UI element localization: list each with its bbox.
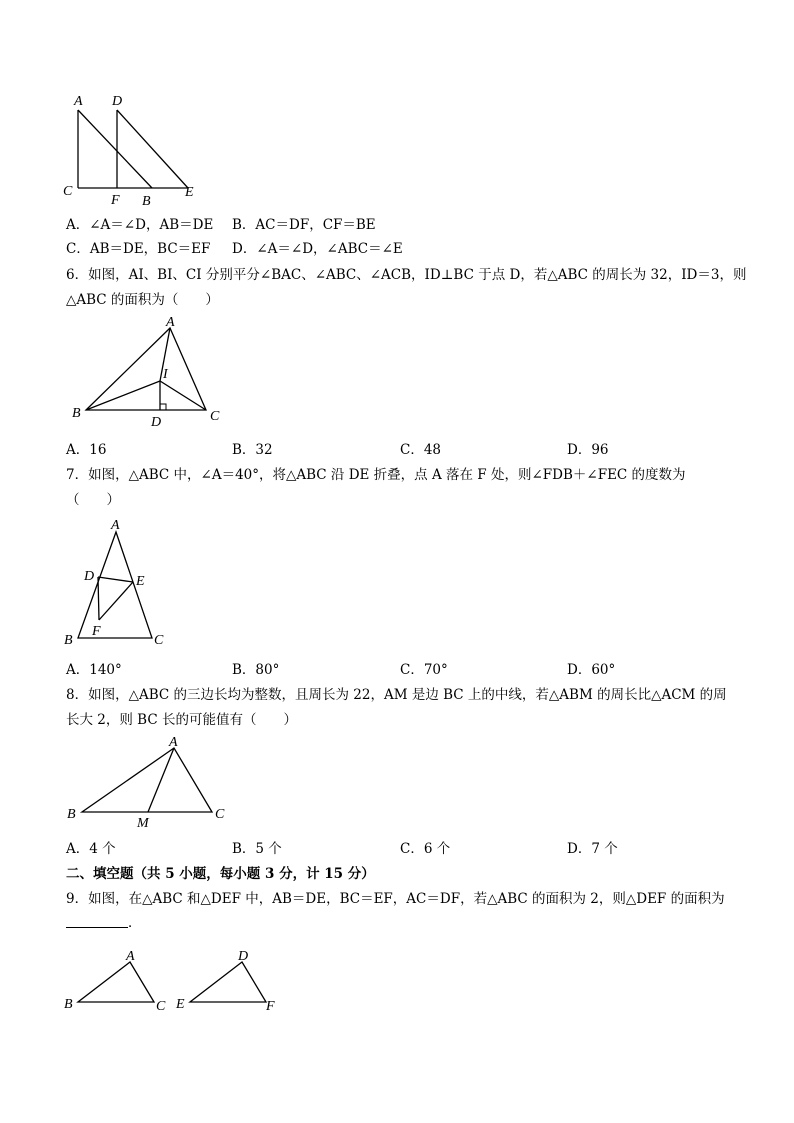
q9-label-a: A <box>126 949 135 964</box>
q6-right-angle-mark <box>160 404 166 410</box>
q9-triangle-def <box>190 962 266 1002</box>
q8-option-d[interactable]: D．7 个 <box>567 841 618 857</box>
q5-label-d: D <box>112 94 123 109</box>
q9-stem-line1: 9．如图，在△ABC 和△DEF 中，AB＝DE，BC＝EF，AC＝DF，若△ABC 的面积为 2，则△DEF 的面积为 <box>66 891 725 907</box>
q9-label-e: E <box>176 997 185 1012</box>
q8-triangle-abc <box>82 748 212 812</box>
q7-label-d: D <box>84 569 95 584</box>
q5-label-f: F <box>111 193 120 208</box>
q8-label-a: A <box>169 735 178 750</box>
q5-segment-de <box>117 110 188 188</box>
q7-label-b: B <box>64 633 73 648</box>
q6-figure <box>66 314 236 434</box>
q7-label-c: C <box>154 633 164 648</box>
q5-option-d[interactable]: D．∠A＝∠D，∠ABC＝∠E <box>232 241 403 257</box>
q6-triangle-abc <box>86 328 206 410</box>
q9-label-f: F <box>266 999 275 1014</box>
q8-option-c[interactable]: C．6 个 <box>400 841 451 857</box>
q5-label-c: C <box>63 184 73 199</box>
q9-triangle-abc <box>78 962 154 1002</box>
q8-stem-line1: 8．如图，△ABC 的三边长均为整数，且周长为 22，AM 是边 BC 上的中线，若△ABM 的周长比△ACM 的周 <box>66 687 727 703</box>
q5-segment-ab <box>78 110 152 188</box>
q8-option-a[interactable]: A．4 个 <box>66 841 116 857</box>
q7-option-d[interactable]: D．60° <box>567 662 616 678</box>
q9-stem-line2: ． <box>128 915 142 931</box>
q5-option-c[interactable]: C．AB＝DE，BC＝EF <box>66 241 211 257</box>
q7-label-f: F <box>92 624 101 639</box>
q8-stem-line2: 长大 2，则 BC 长的可能值有（ ） <box>66 712 297 728</box>
q6-segment-bi <box>86 381 160 410</box>
q7-segment-de <box>98 577 133 582</box>
q9-label-d: D <box>238 949 249 964</box>
q7-option-a[interactable]: A．140° <box>66 662 122 678</box>
q6-label-b: B <box>72 406 81 421</box>
q6-label-c: C <box>210 409 220 424</box>
q5-option-b[interactable]: B．AC＝DF，CF＝BE <box>232 217 376 233</box>
q5-figure <box>58 88 208 212</box>
q5-option-a[interactable]: A．∠A＝∠D，AB＝DE <box>66 217 214 233</box>
q8-label-b: B <box>67 807 76 822</box>
q9-label-b: B <box>64 997 73 1012</box>
q6-option-c[interactable]: C．48 <box>400 442 442 458</box>
q5-label-b: B <box>142 194 151 209</box>
q6-label-d: D <box>151 415 162 430</box>
q6-label-i: I <box>163 367 168 382</box>
q5-label-a: A <box>74 94 83 109</box>
q5-label-e: E <box>185 185 194 200</box>
q7-segment-ef <box>99 582 133 620</box>
q6-option-d[interactable]: D．96 <box>567 442 609 458</box>
q9-figure <box>62 944 292 1020</box>
q7-label-e: E <box>136 574 145 589</box>
q6-label-a: A <box>166 315 175 330</box>
section-2-heading: 二、填空题（共 5 小题，每小题 3 分，计 15 分） <box>66 866 375 882</box>
q6-stem-line1: 6．如图，AI、BI、CI 分别平分∠BAC、∠ABC、∠ACB，ID⊥BC 于点 D，若△ABC 的周长为 32，ID＝3，则 <box>66 267 747 283</box>
q8-figure <box>62 732 234 832</box>
q9-label-c: C <box>156 999 166 1014</box>
q7-stem-line1: 7．如图，△ABC 中，∠A＝40°，将△ABC 沿 DE 折叠，点 A 落在 F 处，则∠FDB＋∠FEC 的度数为 <box>66 467 686 483</box>
q6-stem-line2: △ABC 的面积为（ ） <box>66 292 219 308</box>
q7-option-c[interactable]: C．70° <box>400 662 448 678</box>
q7-option-b[interactable]: B．80° <box>232 662 280 678</box>
q6-option-a[interactable]: A．16 <box>66 442 107 458</box>
q8-label-m: M <box>137 816 149 831</box>
q7-stem-line2: （ ） <box>66 492 120 508</box>
q9-answer-blank[interactable] <box>66 927 128 928</box>
q7-label-a: A <box>111 518 120 533</box>
q8-option-b[interactable]: B．5 个 <box>232 841 282 857</box>
q7-figure <box>62 516 172 652</box>
q7-segment-df <box>98 577 99 620</box>
q8-label-c: C <box>215 807 225 822</box>
q6-option-b[interactable]: B．32 <box>232 442 273 458</box>
